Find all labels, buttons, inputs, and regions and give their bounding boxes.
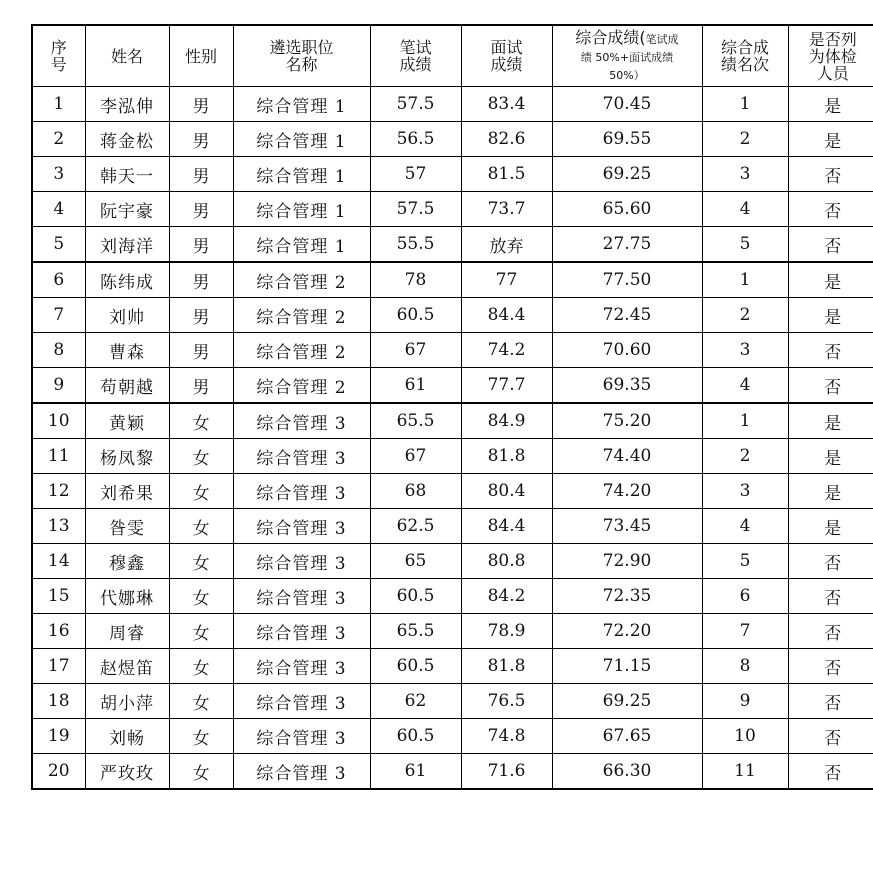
cell-written: 67 [370,333,461,368]
cell-total: 70.60 [552,333,702,368]
cell-total: 27.75 [552,227,702,263]
cell-interview: 80.4 [461,474,552,509]
cell-position: 综合管理 3 [233,509,370,544]
cell-rank: 3 [702,333,788,368]
header-no: 序 号 [32,25,85,87]
cell-written: 65.5 [370,614,461,649]
cell-total: 65.60 [552,192,702,227]
cell-gender: 男 [169,192,233,227]
cell-total: 69.55 [552,122,702,157]
cell-interview: 81.8 [461,439,552,474]
cell-total: 74.40 [552,439,702,474]
cell-interview: 74.8 [461,719,552,754]
cell-exam: 否 [788,157,873,192]
table-row [32,298,873,333]
cell-name: 昝雯 [85,509,169,544]
cell-interview: 84.2 [461,579,552,614]
cell-exam: 是 [788,298,873,333]
cell-gender: 女 [169,754,233,790]
cell-name: 代娜琳 [85,579,169,614]
cell-position: 综合管理 1 [233,192,370,227]
cell-rank: 2 [702,298,788,333]
header-interview: 面试 成绩 [461,25,552,87]
header-exam: 是否列 为体检 人员 [788,25,873,87]
table-row [32,509,873,544]
cell-exam: 否 [788,227,873,263]
header-row [32,25,873,87]
cell-no: 13 [32,509,85,544]
cell-rank: 3 [702,157,788,192]
cell-gender: 女 [169,649,233,684]
cell-written: 60.5 [370,298,461,333]
cell-total: 69.25 [552,157,702,192]
cell-exam: 是 [788,509,873,544]
cell-name: 阮宇豪 [85,192,169,227]
cell-gender: 女 [169,719,233,754]
cell-exam: 否 [788,719,873,754]
cell-position: 综合管理 3 [233,614,370,649]
cell-interview: 78.9 [461,614,552,649]
table-row [32,87,873,122]
header-total: 综合成绩(笔试成 绩 50%+面试成绩 50%） [552,25,702,87]
cell-no: 6 [32,262,85,298]
cell-interview: 放弃 [461,227,552,263]
cell-exam: 否 [788,754,873,790]
cell-total: 75.20 [552,403,702,439]
cell-rank: 8 [702,649,788,684]
cell-interview: 74.2 [461,333,552,368]
table-row [32,368,873,404]
cell-name: 穆鑫 [85,544,169,579]
cell-no: 17 [32,649,85,684]
cell-name: 杨凤黎 [85,439,169,474]
cell-position: 综合管理 3 [233,684,370,719]
cell-gender: 女 [169,474,233,509]
cell-no: 9 [32,368,85,404]
table-row [32,544,873,579]
cell-gender: 男 [169,122,233,157]
cell-name: 刘畅 [85,719,169,754]
cell-position: 综合管理 2 [233,298,370,333]
cell-name: 李泓伸 [85,87,169,122]
cell-gender: 女 [169,403,233,439]
cell-no: 5 [32,227,85,263]
cell-interview: 76.5 [461,684,552,719]
cell-exam: 是 [788,122,873,157]
cell-no: 19 [32,719,85,754]
cell-written: 65 [370,544,461,579]
cell-rank: 5 [702,544,788,579]
cell-rank: 9 [702,684,788,719]
cell-no: 16 [32,614,85,649]
cell-rank: 10 [702,719,788,754]
cell-gender: 女 [169,439,233,474]
cell-interview: 82.6 [461,122,552,157]
score-table [31,24,873,790]
cell-written: 61 [370,754,461,790]
table-row [32,719,873,754]
cell-rank: 4 [702,509,788,544]
cell-rank: 5 [702,227,788,263]
cell-written: 68 [370,474,461,509]
cell-rank: 6 [702,579,788,614]
cell-written: 56.5 [370,122,461,157]
cell-exam: 是 [788,474,873,509]
cell-interview: 77.7 [461,368,552,404]
table-row [32,192,873,227]
cell-no: 18 [32,684,85,719]
header-position: 遴选职位 名称 [233,25,370,87]
cell-name: 蒋金松 [85,122,169,157]
table-row [32,227,873,263]
cell-exam: 否 [788,614,873,649]
cell-interview: 84.4 [461,509,552,544]
cell-name: 胡小萍 [85,684,169,719]
cell-name: 黄颖 [85,403,169,439]
cell-written: 60.5 [370,579,461,614]
cell-written: 57 [370,157,461,192]
cell-rank: 4 [702,192,788,227]
cell-rank: 4 [702,368,788,404]
cell-exam: 否 [788,649,873,684]
table-row [32,579,873,614]
cell-no: 20 [32,754,85,790]
cell-interview: 84.9 [461,403,552,439]
cell-total: 72.45 [552,298,702,333]
cell-interview: 84.4 [461,298,552,333]
cell-name: 韩天一 [85,157,169,192]
table-row [32,122,873,157]
cell-name: 周睿 [85,614,169,649]
header-gender: 性别 [169,25,233,87]
cell-interview: 83.4 [461,87,552,122]
cell-written: 57.5 [370,192,461,227]
cell-position: 综合管理 3 [233,439,370,474]
cell-exam: 否 [788,333,873,368]
cell-exam: 否 [788,579,873,614]
cell-no: 14 [32,544,85,579]
cell-interview: 80.8 [461,544,552,579]
cell-no: 8 [32,333,85,368]
table-row [32,614,873,649]
table-row [32,262,873,298]
cell-gender: 男 [169,87,233,122]
cell-total: 72.20 [552,614,702,649]
cell-no: 1 [32,87,85,122]
cell-exam: 是 [788,403,873,439]
cell-gender: 女 [169,509,233,544]
cell-gender: 女 [169,684,233,719]
cell-position: 综合管理 2 [233,368,370,404]
cell-name: 刘希果 [85,474,169,509]
cell-rank: 2 [702,122,788,157]
table-row [32,684,873,719]
cell-written: 60.5 [370,719,461,754]
table-row [32,649,873,684]
cell-exam: 是 [788,87,873,122]
cell-name: 严玫玫 [85,754,169,790]
cell-rank: 2 [702,439,788,474]
cell-gender: 女 [169,544,233,579]
cell-position: 综合管理 3 [233,403,370,439]
cell-interview: 71.6 [461,754,552,790]
cell-name: 赵煜笛 [85,649,169,684]
cell-name: 曹森 [85,333,169,368]
cell-position: 综合管理 3 [233,544,370,579]
cell-gender: 男 [169,227,233,263]
header-rank: 综合成 绩名次 [702,25,788,87]
cell-rank: 1 [702,403,788,439]
cell-written: 62.5 [370,509,461,544]
cell-written: 62 [370,684,461,719]
cell-written: 67 [370,439,461,474]
table-row [32,439,873,474]
cell-name: 陈纬成 [85,262,169,298]
cell-total: 72.90 [552,544,702,579]
cell-total: 70.45 [552,87,702,122]
cell-total: 74.20 [552,474,702,509]
cell-no: 11 [32,439,85,474]
table-row [32,474,873,509]
cell-total: 71.15 [552,649,702,684]
cell-total: 66.30 [552,754,702,790]
cell-gender: 女 [169,614,233,649]
cell-no: 10 [32,403,85,439]
cell-gender: 男 [169,157,233,192]
cell-gender: 男 [169,368,233,404]
cell-exam: 否 [788,544,873,579]
cell-written: 65.5 [370,403,461,439]
cell-rank: 1 [702,87,788,122]
table-row [32,403,873,439]
cell-position: 综合管理 3 [233,754,370,790]
cell-position: 综合管理 3 [233,719,370,754]
cell-exam: 是 [788,439,873,474]
cell-rank: 3 [702,474,788,509]
cell-position: 综合管理 1 [233,157,370,192]
cell-name: 苟朝越 [85,368,169,404]
cell-total: 67.65 [552,719,702,754]
cell-position: 综合管理 1 [233,227,370,263]
cell-written: 57.5 [370,87,461,122]
cell-position: 综合管理 1 [233,122,370,157]
cell-rank: 1 [702,262,788,298]
cell-interview: 81.5 [461,157,552,192]
table-row [32,754,873,790]
cell-exam: 否 [788,684,873,719]
cell-gender: 女 [169,579,233,614]
cell-position: 综合管理 3 [233,579,370,614]
cell-written: 60.5 [370,649,461,684]
table-row [32,333,873,368]
cell-interview: 81.8 [461,649,552,684]
cell-exam: 否 [788,192,873,227]
cell-position: 综合管理 3 [233,649,370,684]
cell-written: 78 [370,262,461,298]
cell-interview: 77 [461,262,552,298]
cell-total: 73.45 [552,509,702,544]
cell-no: 2 [32,122,85,157]
cell-no: 3 [32,157,85,192]
table-body [32,87,873,790]
cell-no: 4 [32,192,85,227]
cell-name: 刘海洋 [85,227,169,263]
cell-total: 72.35 [552,579,702,614]
cell-total: 69.35 [552,368,702,404]
cell-gender: 男 [169,262,233,298]
cell-exam: 是 [788,262,873,298]
cell-total: 69.25 [552,684,702,719]
cell-written: 55.5 [370,227,461,263]
table-row [32,157,873,192]
cell-gender: 男 [169,298,233,333]
cell-position: 综合管理 2 [233,262,370,298]
cell-no: 7 [32,298,85,333]
cell-interview: 73.7 [461,192,552,227]
cell-no: 12 [32,474,85,509]
cell-exam: 否 [788,368,873,404]
header-written: 笔试 成绩 [370,25,461,87]
cell-written: 61 [370,368,461,404]
cell-name: 刘帅 [85,298,169,333]
cell-position: 综合管理 1 [233,87,370,122]
cell-total: 77.50 [552,262,702,298]
cell-position: 综合管理 3 [233,474,370,509]
cell-gender: 男 [169,333,233,368]
cell-position: 综合管理 2 [233,333,370,368]
cell-rank: 7 [702,614,788,649]
cell-no: 15 [32,579,85,614]
header-name: 姓名 [85,25,169,87]
cell-rank: 11 [702,754,788,790]
